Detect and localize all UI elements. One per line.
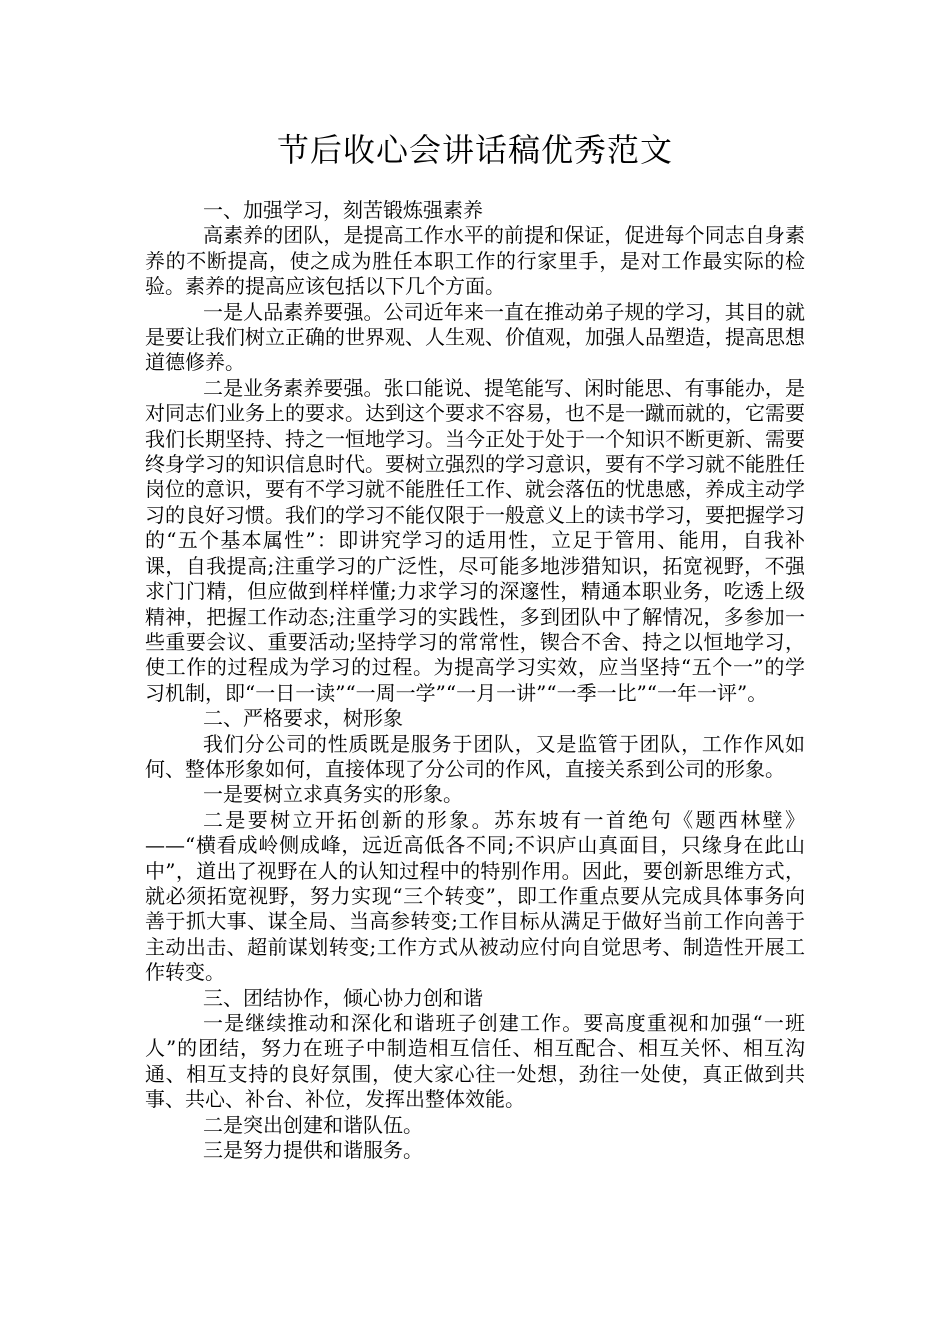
document-title: 节后收心会讲话稿优秀范文 [276,131,673,169]
document-body [145,198,805,1163]
paragraph: 二是突出创建和谐队伍。 [203,1112,423,1137]
section-heading-3: 三、团结协作，倾心协力创和谐 [203,985,483,1010]
section-heading-2: 二、严格要求，树形象 [203,706,403,731]
paragraph: 三是努力提供和谐服务。 [203,1138,423,1163]
paragraph: 二是业务素养要强。张口能说、提笔能写、闲时能思、有事能办，是对同志们业务上的要求。达到这个要求不容易，也不是一蹴而就的，它需要我们长期坚持、持之一恒地学习。当今正处于处于一个知识不断更新、需要终身学习的知识信息时代。要树立强烈的学习意识，要有不学习就不能胜任岗位的意识，要有不学习就不能胜任工作、就会落伍的忧患感，养成主动学习的良好习惯。我们的学习不能仅限于一般意义上的读书学习，要把握学习的“五个基本属性”：即讲究学习的适用性，立足于管用、能用，自我补课，自我提高;注重学习的广泛性，尽可能多地涉猎知识，拓宽视野，不强求门门精，但应做到样样懂;力求学习的深邃性，精通本职业务，吃透上级精神，把握工作动态;注重学习的实践性，多到团队中了解情况，多参加一些重要会议、重要活动;坚持学习的常常性，锲合不舍、持之以恒地学习，使工作的过程成为学习的过程。为提高学习实效，应当坚持“五个一”的学习机制，即“一日一读”“一周一学”“一月一讲”“一季一比”“一年一评”。 [145,375,805,705]
paragraph: 一是人品素养要强。公司近年来一直在推动弟子规的学习，其目的就是要让我们树立正确的世界观、人生观、价值观，加强人品塑造，提高思想道德修养。 [145,299,805,375]
section-heading-1: 一、加强学习，刻苦锻炼强素养 [203,198,483,222]
paragraph: 一是要树立求真务实的形象。 [203,782,463,807]
paragraph: 我们分公司的性质既是服务于团队，又是监管于团队，工作作风如何、整体形象如何，直接体现了分公司的作风，直接关系到公司的形象。 [145,731,805,781]
paragraph: 高素养的团队，是提高工作水平的前提和保证，促进每个同志自身素养的不断提高，使之成为胜任本职工作的行家里手，是对工作最实际的检验。素养的提高应该包括以下几个方面。 [145,223,805,299]
paragraph: 一是继续推动和深化和谐班子创建工作。要高度重视和加强“一班人”的团结，努力在班子中制造相互信任、相互配合、相互关怀、相互沟通、相互支持的良好氛围，使大家心往一处想，劲往一处使，真正做到共事、共心、补台、补位，发挥出整体效能。 [145,1011,805,1112]
paragraph: 二是要树立开拓创新的形象。苏东坡有一首绝句《题西林壁》——“横看成岭侧成峰，远近高低各不同;不识庐山真面目，只缘身在此山中”，道出了视野在人的认知过程中的特别作用。因此，要创新思维方式，就必须拓宽视野，努力实现“三个转变”，即工作重点要从完成具体事务向善于抓大事、谋全局、当高参转变;工作目标从满足于做好当前工作向善于主动出击、超前谋划转变;工作方式从被动应付向自觉思考、制造性开展工作转变。 [145,807,805,985]
